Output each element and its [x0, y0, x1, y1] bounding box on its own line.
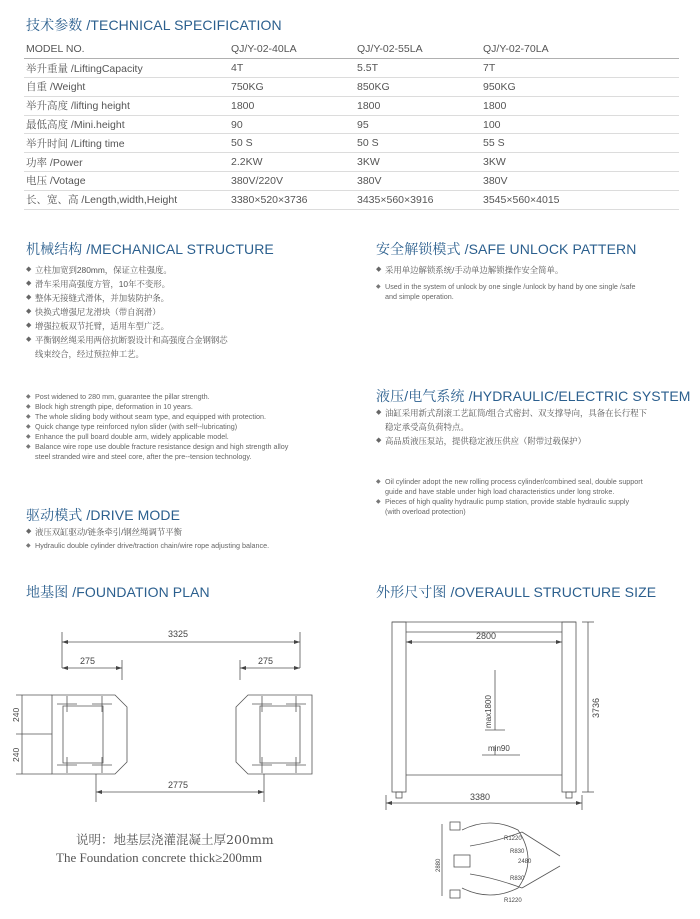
mechanical-bullet: 线束绞合，经过预拉伸工艺。: [35, 349, 144, 359]
dim-min90: min90: [488, 744, 510, 753]
drive-list-en: [26, 541, 346, 551]
foundation-note-en: The Foundation concrete thick≥200mm: [56, 850, 263, 865]
drive-bullet-en: ◆ Hydraulic double cylinder drive/traction chain/wire rope adjusting balance.: [26, 541, 346, 551]
dim-2800: 2800: [476, 631, 497, 641]
safe-unlock-title: 安全解锁模式 /SAFE UNLOCK PATTERN: [376, 241, 637, 257]
spec-cell: 50 S: [229, 134, 355, 153]
mechanical-bullet-en: ◆ Enhance the pull board double arm, widely applicable model.: [26, 432, 346, 442]
plan-r1220-top: R1220: [504, 836, 522, 842]
hydraulic-list-cn: [376, 406, 686, 448]
spec-row: [24, 134, 679, 153]
mechanical-structure-title: 机械结构 /MECHANICAL STRUCTURE: [26, 241, 274, 257]
spec-cell: QJ/Y-02-70LA: [481, 40, 679, 59]
spec-cell: 3380×520×3736: [229, 190, 355, 209]
spec-cell: 100: [481, 115, 679, 134]
mechanical-bullet: ◆ 立柱加宽到280mm，保证立柱强度。: [26, 263, 346, 277]
dim-3736: 3736: [591, 697, 601, 718]
spec-cell: 95: [355, 115, 481, 134]
hydraulic-bullet-en: ◆ Pieces of high quality hydraulic pump station, provide stable hydraulic supply: [376, 497, 686, 507]
mechanical-bullet-en: ◆ Balance wire rope use double fracture resistance design and high strength alloy: [26, 442, 346, 452]
spec-row: [24, 115, 679, 134]
plan-r830-top: R830: [510, 849, 525, 855]
safe-list-en: [376, 282, 686, 302]
spec-cell: 1800: [481, 96, 679, 115]
mechanical-bullet: ◆ 整体无接缝式滑体，并加装防护条。: [26, 291, 346, 305]
plan-r830-bottom: R830: [510, 876, 525, 882]
foundation-plan-drawing: [0, 610, 350, 830]
spec-cell: 55 S: [481, 134, 679, 153]
spec-row: [24, 153, 679, 172]
hydraulic-bullet-en: (with overload protection): [385, 507, 466, 516]
spec-cell: 7T: [481, 59, 679, 78]
drive-bullet: ◆ 液压双缸驱动/链条牵引/钢丝绳调节平衡: [26, 525, 346, 539]
spec-cell: 1800: [229, 96, 355, 115]
dim-240-a: 240: [11, 707, 21, 722]
mechanical-bullet-en: ◆ Block high strength pipe, deformation in 10 years.: [26, 402, 346, 412]
spec-cell: 90: [229, 115, 355, 134]
spec-cell: 举升重量 /LiftingCapacity: [24, 59, 229, 78]
mechanical-bullet: ◆ 平衡钢丝绳采用两倍抗断裂设计和高强度合金钢钢芯: [26, 333, 346, 347]
dim-max1800: max1800: [484, 695, 493, 728]
safe-bullet: ◆ 采用单边解锁系统/手动单边解锁操作安全简单。: [376, 263, 686, 277]
spec-row: [24, 96, 679, 115]
foundation-note-cn: 说明：地基层浇灌混凝土厚200mm: [76, 832, 274, 847]
drive-list-cn: [26, 525, 346, 539]
spec-cell: 380V/220V: [229, 172, 355, 191]
safe-bullet-en: and simple operation.: [385, 292, 454, 301]
spec-cell: QJ/Y-02-40LA: [229, 40, 355, 59]
spec-cell: 2.2KW: [229, 153, 355, 172]
mechanical-bullet-en: ◆ Post widened to 280 mm, guarantee the pillar strength.: [26, 392, 346, 402]
hydraulic-list-en: [376, 477, 686, 517]
spec-cell: 3KW: [481, 153, 679, 172]
plan-2480: 2480: [518, 859, 532, 865]
mechanical-list-en: [26, 392, 346, 462]
dim-240-b: 240: [11, 747, 21, 762]
spec-row: [24, 190, 679, 209]
spec-cell: 380V: [481, 172, 679, 191]
spec-cell: MODEL NO.: [24, 40, 229, 59]
foundation-plan-title: 地基图 /FOUNDATION PLAN: [26, 584, 210, 600]
spec-row: [24, 172, 679, 191]
overall-structure-title: 外形尺寸图 /OVERAULL STRUCTURE SIZE: [376, 584, 657, 600]
spec-cell: 1800: [355, 96, 481, 115]
spec-cell: 3KW: [355, 153, 481, 172]
spec-row: [24, 78, 679, 97]
mechanical-bullet-en: ◆ The whole sliding body without seam type, and equipped with protection.: [26, 412, 346, 422]
spec-cell: 3435×560×3916: [355, 190, 481, 209]
spec-cell: 380V: [355, 172, 481, 191]
mechanical-bullet: ◆ 快换式增强尼龙滑块（带自润滑）: [26, 305, 346, 319]
plan-2880: 2880: [436, 858, 442, 872]
mechanical-bullet: ◆ 增强拉板双节托臂，适用车型广泛。: [26, 319, 346, 333]
dim-2775: 2775: [168, 780, 189, 790]
mechanical-bullet-en: ◆ Quick change type reinforced nylon slider (with self--lubricating): [26, 422, 346, 432]
spec-cell: 自重 /Weight: [24, 78, 229, 97]
hydraulic-bullet: ◆ 油缸采用新式刮滚工艺缸筒/组合式密封、双支撑导向，具备在长行程下: [376, 406, 686, 420]
mechanical-bullet: ◆ 滑车采用高强度方管，10年不变形。: [26, 277, 346, 291]
spec-cell: 50 S: [355, 134, 481, 153]
safe-bullet-en: ◆ Used in the system of unlock by one single /unlock by hand by one single /safe: [376, 282, 686, 292]
hydraulic-bullet-en: guide and have stable under high load characteristics under long stroke.: [385, 487, 615, 496]
spec-cell: 最低高度 /Mini.height: [24, 115, 229, 134]
spec-row: [24, 59, 679, 78]
spec-cell: 举升高度 /lifting height: [24, 96, 229, 115]
dim-275-right: 275: [258, 656, 274, 666]
spec-cell: 功率 /Power: [24, 153, 229, 172]
spec-cell: 4T: [229, 59, 355, 78]
spec-cell: 举升时间 /Lifting time: [24, 134, 229, 153]
spec-cell: 750KG: [229, 78, 355, 97]
overall-structure-drawing: [370, 610, 690, 910]
spec-cell: QJ/Y-02-55LA: [355, 40, 481, 59]
spec-table: [24, 40, 679, 210]
mechanical-list-cn: [26, 263, 346, 361]
safe-list-cn: [376, 263, 686, 277]
dim-3325: 3325: [168, 629, 189, 639]
plan-r1220-bottom: R1220: [504, 898, 522, 904]
spec-cell: 3545×560×4015: [481, 190, 679, 209]
dim-3380: 3380: [470, 792, 491, 802]
hydraulic-bullet: ◆ 高品质液压泵站，提供稳定液压供应（附带过载保护）: [376, 434, 686, 448]
spec-cell: 5.5T: [355, 59, 481, 78]
drive-mode-title: 驱动模式 /DRIVE MODE: [26, 507, 181, 523]
spec-cell: 长、宽、高 /Length,width,Height: [24, 190, 229, 209]
spec-header-row: [24, 40, 679, 59]
tech-spec-title: 技术参数 /TECHNICAL SPECIFICATION: [26, 17, 282, 33]
hydraulic-title: 液压/电气系统 /HYDRAULIC/ELECTRIC SYSTEM: [376, 388, 691, 404]
spec-cell: 850KG: [355, 78, 481, 97]
spec-cell: 950KG: [481, 78, 679, 97]
dim-275-left: 275: [80, 656, 96, 666]
hydraulic-bullet: 稳定承受高负荷特点。: [385, 422, 469, 432]
hydraulic-bullet-en: ◆ Oil cylinder adopt the new rolling process cylinder/combined seal, double support: [376, 477, 686, 487]
spec-cell: 电压 /Votage: [24, 172, 229, 191]
mechanical-bullet-en: steel stranded wire and steel core, after the pre--tension technology.: [35, 452, 252, 461]
